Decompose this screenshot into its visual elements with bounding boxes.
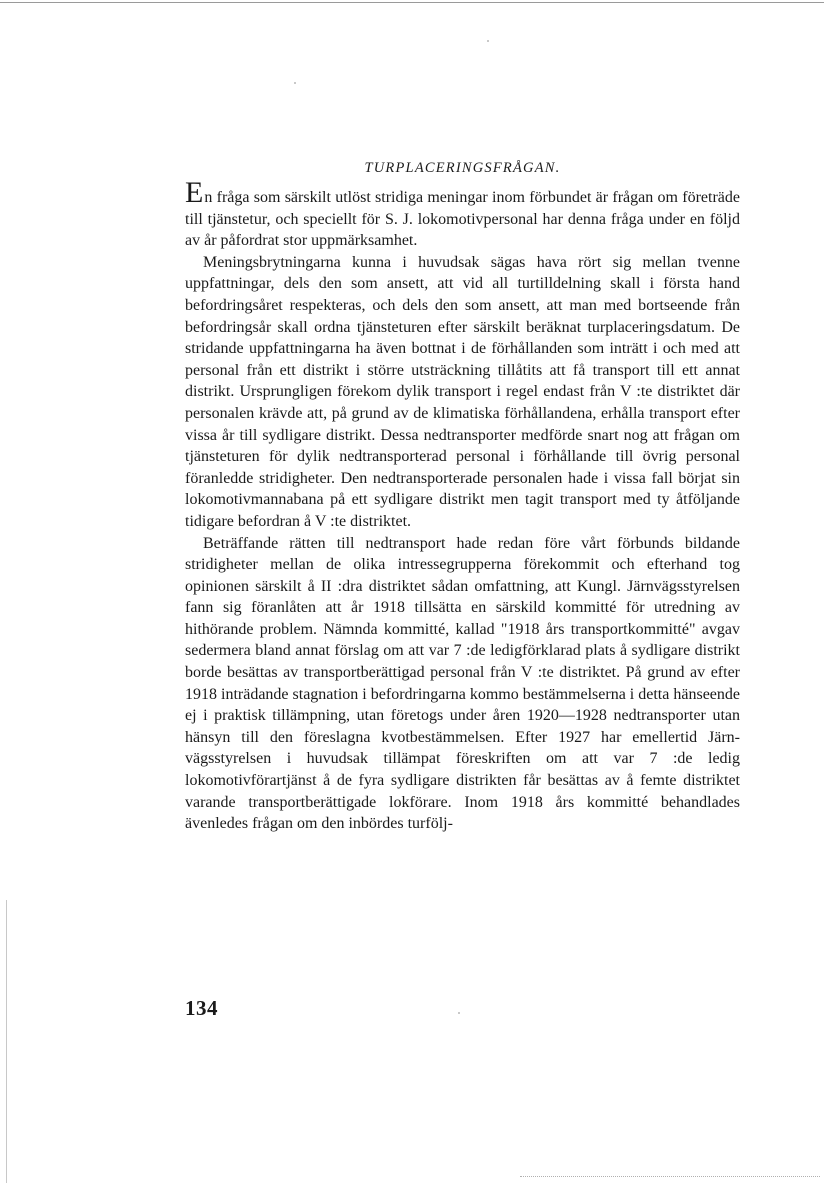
running-header: TURPLACERINGSFRÅGAN. <box>364 160 561 176</box>
page-edge-shadow <box>6 900 7 1183</box>
drop-cap: E <box>185 176 204 209</box>
paper-speck <box>458 1012 460 1014</box>
page-number: 134 <box>185 996 218 1020</box>
body-text <box>185 176 740 835</box>
paragraph-1 <box>185 176 740 252</box>
bottom-edge-rule <box>520 1176 820 1177</box>
top-edge-rule <box>0 2 824 3</box>
paper-speck <box>294 82 296 84</box>
paragraph-2: Meningsbrytningarna kunna i huvudsak sägas hava rört sig mellan tvenne uppfattningar, dels den som ansett, att vid all turtilldelning skall i första hand befordringsåret respekteras, och dels den som ansett, att man med bortseende från befordringsår skall ordna tjänsteturen efter särskilt beräknat turplaceringsdatum. De stridande uppfattningarna ha även bottnat i de förhållanden som inträtt i och med att personal från ett distrikt i större utsträckning tillåtits att få transport till ett annat distrikt. Ursprungligen förekom dylik transport i regel endast från V :te distriktet där personalen krävde att, på grund av de klimatiska förhållandena, erhålla transport efter vissa år till sydligare distrikt. Dessa nedtransporter medförde snart nog att frågan om tjänsteturen för dylik nedtransporterad personal i förhållande till övrig personal föranledde stridigheter. Den nedtransporterade personalen hade i vissa fall börjat sin lokomotivmannabana på ett sydligare distrikt men tagit transport med ty åtföljande tidigare befordran å V :te distriktet. <box>185 253 740 530</box>
paragraph-3: Beträffande rätten till nedtransport hade redan före vårt förbunds bildande stridigheter mellan de olika intressegrupperna förekommit och efterhand tog opinionen särskilt å II :dra distriktet sådan omfattning, att Kungl. Järnvägsstyrelsen fann sig föranlåten att år 1918 tillsätta en särskild kommitté för utredning av hithörande problem. Nämnda kommitté, kallad "1918 års transportkommitté" avgav sedermera bland annat förslag om att var 7 :de ledigförklarad plats å sydligare distrikt borde besättas av transportberättigad personal från V :te distriktet. På grund av efter 1918 inträdande stagnation i befordringarna kommo bestämmelserna i detta hänseende ej i praktisk tillämpning, utan företogs under åren 1920—1928 nedtransporter utan hänsyn till den föreslagna kvotbestämmelsen. Efter 1927 har emellertid Järnvägsstyrelsen i huvudsak tillämpat föreskriften om att var 7 :de ledig lokomotivförartjänst å de fyra sydligare distrikten får besättas av å femte distriktet varande transportberättigade lokförare. Inom 1918 års kommitté behandlades ävenledes frågan om den inbördes turfölj- <box>185 534 740 833</box>
paragraph-1-text: n fråga som särskilt utlöst stridiga meningar inom förbundet är frågan om företräde till tjänstetur, och speciellt för S. J. lokomotivpersonal har denna fråga under en följd av år påfordrat stor uppmärksamhet. <box>185 189 740 250</box>
paper-speck <box>487 40 489 42</box>
